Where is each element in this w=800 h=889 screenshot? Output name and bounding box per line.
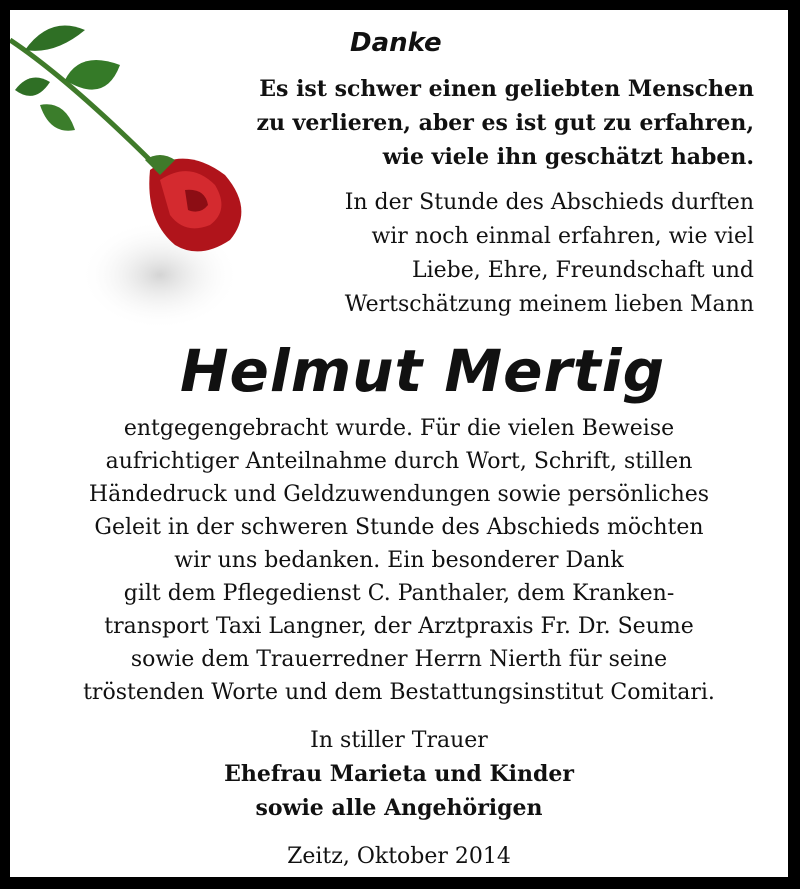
body-line-1: entgegengebracht wurde. Für die vielen Beweise: [123, 416, 675, 441]
quote-line-1: Es ist schwer einen geliebten Menschen: [259, 76, 754, 102]
quote-line-3: wie viele ihn geschätzt haben.: [382, 144, 754, 170]
body-line-6: gilt dem Pflegedienst C. Panthaler, dem Kranken-: [123, 581, 675, 606]
body-line-8: sowie dem Trauerredner Herrn Nierth für seine: [130, 647, 668, 672]
obituary-card: [10, 10, 788, 877]
body-line-5: wir uns bedanken. Ein besonderer Dank: [174, 548, 624, 573]
body-line-2: aufrichtiger Anteilnahme durch Wort, Schrift, stillen: [105, 449, 693, 474]
intro-line-4: Wertschätzung meinem lieben Mann: [344, 292, 754, 317]
family-line-2: sowie alle Angehörigen: [255, 795, 543, 821]
deceased-name: Helmut Mertig: [180, 337, 666, 405]
family-line-1: Ehefrau Marieta und Kinder: [224, 761, 574, 787]
quote-line-2: zu verlieren, aber es ist gut zu erfahren,: [256, 110, 754, 136]
intro-line-3: Liebe, Ehre, Freundschaft und: [411, 258, 754, 283]
intro-line-1: In der Stunde des Abschieds durften: [344, 190, 754, 215]
body-line-3: Händedruck und Geldzuwendungen sowie persönliches: [88, 482, 710, 507]
closing-line: In stiller Trauer: [310, 728, 488, 753]
body-line-7: transport Taxi Langner, der Arztpraxis Fr. Dr. Seume: [104, 614, 694, 639]
place-date: Zeitz, Oktober 2014: [287, 844, 511, 869]
intro-line-2: wir noch einmal erfahren, wie viel: [371, 224, 754, 249]
rose-image: [10, 10, 270, 350]
body-line-4: Geleit in der schweren Stunde des Abschieds möchten: [94, 515, 704, 540]
body-line-9: tröstenden Worte und dem Bestattungsinstitut Comitari.: [83, 680, 715, 705]
heading: Danke: [350, 28, 442, 58]
